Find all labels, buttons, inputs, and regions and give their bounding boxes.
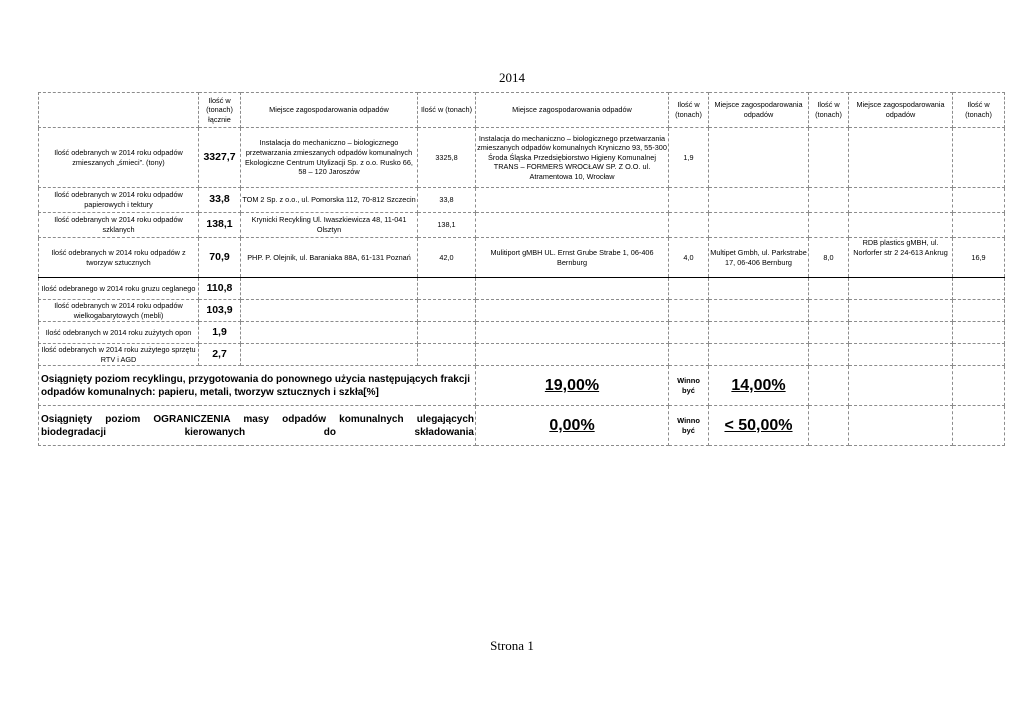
row-place-4-text: RDB plastics gMBH, ul. Norforfer str 2 24-613 Ankrug	[853, 238, 948, 257]
page-footer: Strona 1	[490, 638, 534, 653]
row-qty-1: 33,8	[418, 188, 476, 213]
row-place-2: Instalacja do mechaniczno – biologicznego przetwarzania zmieszanych odpadów komunalnych Kryniczno 93, 55-300 Środa Śląska Przedsiębiorstwo Higieny Komunalnej TRANS – FORMERS WROCŁAW SP. Z O.O. ul. Atramentowa 10, Wrocław	[476, 128, 669, 188]
row-total: 1,9	[199, 322, 241, 344]
row-qty-2	[669, 213, 709, 238]
header-place-3: Miejsce zagospodarowania odpadów	[709, 93, 809, 128]
row-label: Ilość odebranych w 2014 roku odpadów papierowych i tektury	[39, 188, 199, 213]
row-place-1: TOM 2 Sp. z o.o., ul. Pomorska 112, 70-812 Szczecin	[241, 188, 418, 213]
row-place-3	[709, 128, 809, 188]
row-total: 138,1	[199, 213, 241, 238]
recycling-target-value: 14,00%	[709, 366, 809, 406]
row-qty-4: 16,9	[953, 238, 1005, 278]
landfill-limit-row	[39, 406, 1005, 446]
header-qty-3: Ilość w (tonach)	[809, 93, 849, 128]
row-qty-3	[809, 188, 849, 213]
recycling-level-value: 19,00%	[476, 366, 669, 406]
header-qty-1: Ilość w (tonach)	[418, 93, 476, 128]
table-row	[39, 278, 1005, 300]
row-total: 110,8	[199, 278, 241, 300]
table-row	[39, 238, 1005, 278]
row-label: Ilość odebranych w 2014 roku odpadów szklanych	[39, 213, 199, 238]
recycling-should-label: Winno być	[669, 366, 709, 406]
row-label: Ilość odebranych w 2014 roku odpadów zmieszanych „śmieci”. (tony)	[39, 128, 199, 188]
table-row	[39, 322, 1005, 344]
landfill-limit-label: Osiągnięty poziom OGRANICZENIA masy odpadów komunalnych ulegających biodegradacji kierowanych do składowania	[39, 406, 476, 446]
recycling-level-label: Osiągnięty poziom recyklingu, przygotowania do ponownego użycia następujących frakcji odpadów komunalnych: papieru, metali, tworzyw sztucznych i szkła[%]	[39, 366, 476, 406]
landfill-should-label: Winno być	[669, 406, 709, 446]
row-qty-4	[953, 188, 1005, 213]
row-label: Ilość odebranych w 2014 roku zużytego sprzętu RTV i AGD	[39, 344, 199, 366]
header-place-4: Miejsce zagospodarowania odpadów	[849, 93, 953, 128]
landfill-target-value: < 50,00%	[709, 406, 809, 446]
row-qty-4	[953, 128, 1005, 188]
row-qty-3	[809, 128, 849, 188]
row-qty-2	[669, 188, 709, 213]
row-total: 70,9	[199, 238, 241, 278]
row-qty-2: 1,9	[669, 128, 709, 188]
row-qty-2: 4,0	[669, 238, 709, 278]
row-qty-3: 8,0	[809, 238, 849, 278]
table-row	[39, 213, 1005, 238]
row-place-1: PHP. P. Olejnik, ul. Baraniaka 88A, 61-131 Poznań	[241, 238, 418, 278]
landfill-limit-value: 0,00%	[476, 406, 669, 446]
row-label: Ilość odebranego w 2014 roku gruzu ceglanego	[39, 278, 199, 300]
row-place-2	[476, 213, 669, 238]
row-total: 103,9	[199, 300, 241, 322]
header-blank	[39, 93, 199, 128]
row-place-3: Multipet Gmbh, ul. Parkstrabe 17, 06-406 Bernburg	[709, 238, 809, 278]
row-place-2	[476, 188, 669, 213]
waste-management-table	[38, 92, 1005, 446]
header-row	[39, 93, 1005, 128]
row-total: 2,7	[199, 344, 241, 366]
row-place-4	[849, 128, 953, 188]
row-place-3	[709, 213, 809, 238]
header-qty-4: Ilość w (tonach)	[953, 93, 1005, 128]
row-place-1: Instalacja do mechaniczno – biologicznego przetwarzania zmieszanych odpadów komunalnych Ekologiczne Centrum Utylizacji Sp. z o.o. Rusko 66, 58 – 120 Jaroszów	[241, 128, 418, 188]
page-year-heading: 2014	[499, 70, 525, 85]
recycling-level-row	[39, 366, 1005, 406]
header-place-2: Miejsce zagospodarowania odpadów	[476, 93, 669, 128]
row-place-4	[849, 238, 953, 278]
row-qty-3	[809, 213, 849, 238]
row-place-4	[849, 188, 953, 213]
table-row	[39, 300, 1005, 322]
table-row	[39, 188, 1005, 213]
row-qty-1: 42,0	[418, 238, 476, 278]
header-qty-total: Ilość w (tonach) łącznie	[199, 93, 241, 128]
row-total: 3327,7	[199, 128, 241, 188]
table-row	[39, 128, 1005, 188]
row-place-4	[849, 213, 953, 238]
row-label: Ilość odebranych w 2014 roku zużytych opon	[39, 322, 199, 344]
row-label: Ilość odebranych w 2014 roku odpadów wielkogabarytowych (mebli)	[39, 300, 199, 322]
row-place-1: Krynicki Recykling Ul. Iwaszkiewicza 48, 11-041 Olsztyn	[241, 213, 418, 238]
header-qty-2: Ilość w (tonach)	[669, 93, 709, 128]
row-qty-1: 138,1	[418, 213, 476, 238]
row-label: Ilość odebranych w 2014 roku odpadów z tworzyw sztucznych	[39, 238, 199, 278]
row-place-3	[709, 188, 809, 213]
row-qty-4	[953, 213, 1005, 238]
table-row	[39, 344, 1005, 366]
row-place-2: Mulitiport gMBH UL. Ernst Grube Strabe 1, 06-406 Bernburg	[476, 238, 669, 278]
header-place-1: Miejsce zagospodarowania odpadów	[241, 93, 418, 128]
row-qty-1: 3325,8	[418, 128, 476, 188]
row-total: 33,8	[199, 188, 241, 213]
